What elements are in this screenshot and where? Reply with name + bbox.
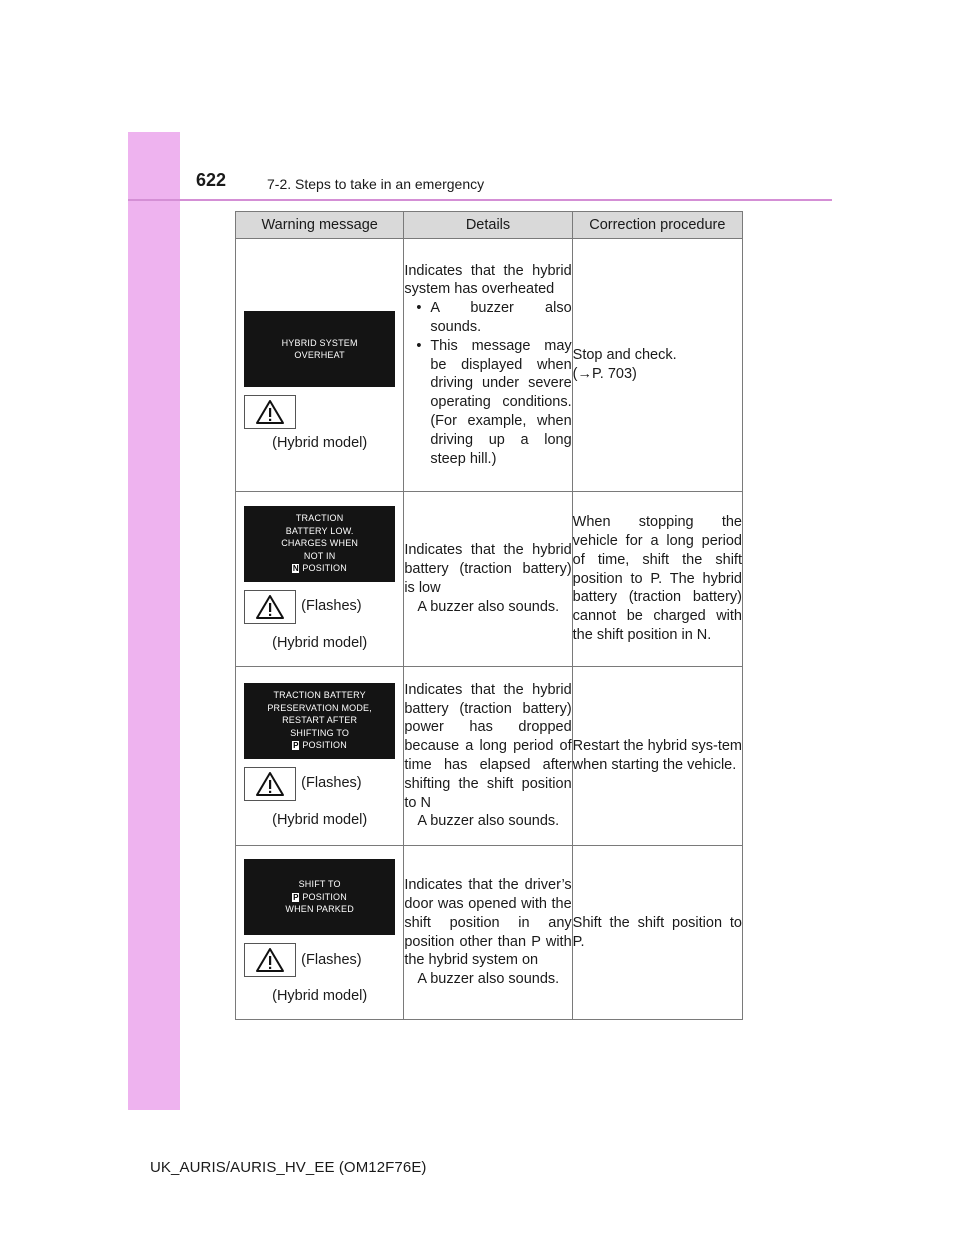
table-row [236, 239, 743, 492]
screen-line: TRACTION [295, 513, 344, 524]
model-label: (Hybrid model) [272, 988, 368, 1005]
table-row [236, 667, 743, 846]
section-side-tab [128, 132, 180, 1110]
flash-label: (Flashes) [301, 598, 362, 615]
screen-line: BATTERY LOW. [285, 525, 354, 536]
correction-text: Restart the hybrid sys-tem when starting the vehicle. [572, 738, 742, 773]
details-intro: Indicates that the driver’s door was opened with the shift position in any position other than P with the hybrid system on [404, 877, 572, 969]
model-label: (Hybrid model) [272, 435, 368, 452]
warning-triangle-icon [244, 590, 296, 624]
correction-text: Shift the shift position to P. [572, 914, 742, 950]
warning-message-cell [236, 846, 404, 1020]
screen-line: P POSITION [293, 891, 347, 902]
shift-position-box: N [292, 564, 299, 574]
details-cell [404, 239, 572, 492]
table-row [236, 846, 743, 1020]
details-intro: Indicates that the hybrid battery (traction battery) is low [404, 542, 572, 596]
shift-position-box: P [293, 741, 299, 751]
warning-triangle-icon [244, 395, 296, 429]
display-screen [244, 859, 395, 935]
header-rule [128, 199, 832, 201]
warning-message-cell [236, 667, 404, 846]
details-bullet: • A buzzer also sounds. [416, 300, 572, 335]
details-intro: Indicates that the hybrid battery (traction battery) power has dropped because a long period of time has elapsed after shifting the shift position to N [404, 681, 572, 811]
details-bullet: • This message may be displayed when driving under severe operating conditions. (For example, when driving up a long steep hill.) [416, 337, 572, 467]
section-title: 7-2. Steps to take in an emergency [267, 176, 485, 192]
screen-line: SHIFT TO [298, 879, 341, 890]
page-number: 622 [196, 170, 227, 190]
column-header-details: Details [404, 212, 572, 239]
display-screen [244, 683, 395, 759]
warning-message-cell [236, 239, 404, 492]
screen-line: N POSITION [292, 563, 347, 574]
correction-cell [572, 239, 742, 492]
table-row [236, 492, 743, 667]
flash-label: (Flashes) [301, 775, 362, 792]
details-note: A buzzer also sounds. [417, 971, 560, 988]
screen-line: PRESERVATION MODE, [267, 702, 372, 713]
screen-line: HYBRID SYSTEM [281, 337, 358, 348]
model-label: (Hybrid model) [272, 811, 368, 828]
correction-cell [572, 667, 742, 846]
display-screen [244, 506, 395, 582]
warning-triangle-icon [244, 943, 296, 977]
warning-triangle-icon [244, 767, 296, 801]
screen-line: P POSITION [293, 740, 347, 751]
page-reference: (→P. 703) [572, 366, 637, 382]
details-cell [404, 667, 572, 846]
details-cell [404, 492, 572, 667]
screen-line: NOT IN [303, 550, 336, 561]
details-note: A buzzer also sounds. [417, 598, 560, 615]
shift-position-box: P [293, 892, 299, 902]
details-intro: Indicates that the hybrid system has overheated [404, 262, 572, 298]
screen-line: TRACTION BATTERY [273, 690, 366, 701]
flash-label: (Flashes) [301, 951, 362, 968]
screen-line: WHEN PARKED [285, 904, 354, 915]
correction-cell [572, 492, 742, 667]
details-note: A buzzer also sounds. [417, 813, 560, 830]
display-screen [244, 311, 395, 387]
table-header-row [236, 212, 743, 239]
warning-message-table [235, 211, 743, 1020]
screen-line: RESTART AFTER [282, 715, 358, 726]
screen-line: OVERHEAT [294, 350, 345, 361]
correction-text: Stop and check. [572, 347, 677, 364]
model-label: (Hybrid model) [272, 634, 368, 651]
correction-cell [572, 846, 742, 1020]
details-cell [404, 846, 572, 1020]
correction-text: When stopping the vehicle for a long period of time, shift the shift position to P. The hybrid battery (traction battery) cannot be charged with the shift position in N. [572, 514, 742, 643]
screen-line: CHARGES WHEN [281, 538, 359, 549]
column-header-warning-message: Warning message [236, 212, 404, 239]
document-code: UK_AURIS/AURIS_HV_EE (OM12F76E) [150, 1159, 427, 1176]
screen-line: SHIFTING TO [290, 727, 350, 738]
warning-message-cell [236, 492, 404, 667]
column-header-correction-procedure: Correction procedure [572, 212, 742, 239]
